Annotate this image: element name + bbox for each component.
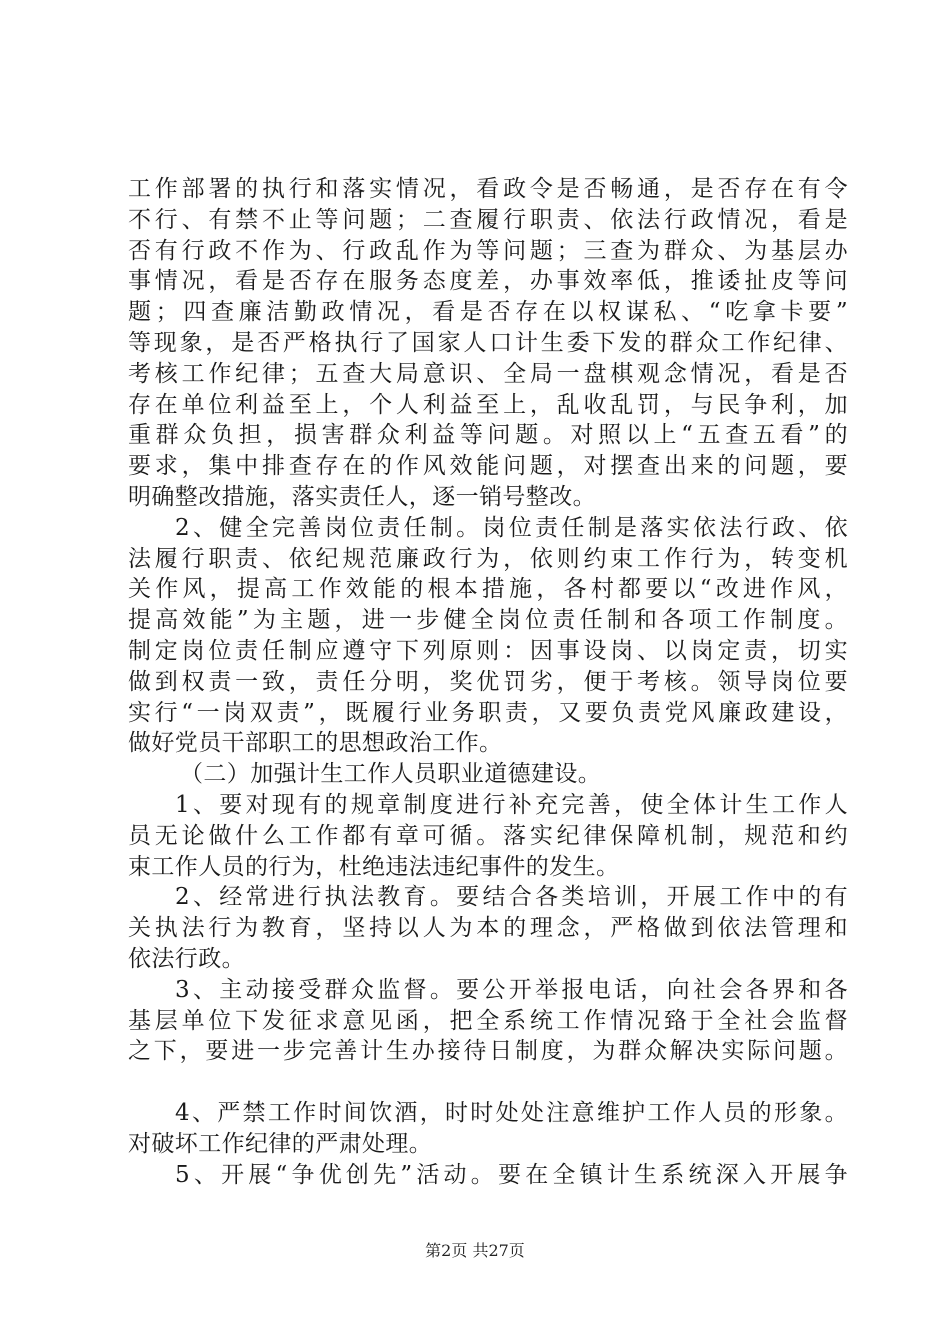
text-line: 实行“一岗双责”，既履行业务职责，又要负责党风廉政建设， <box>128 699 848 726</box>
blank-line <box>128 1067 848 1098</box>
text-line: 工作部署的执行和落实情况，看政令是否畅通，是否存在有令 <box>128 176 848 202</box>
paragraph-start: 2、健全完善岗位责任制。岗位责任制是落实依法行政、依 <box>175 514 848 541</box>
text-line: 对破坏工作纪律的严肃处理。 <box>128 1130 433 1157</box>
text-line: 之下，要进一步完善计生办接待日制度，为群众解决实际问题。 <box>128 1038 848 1065</box>
text-line: 做到权责一致，责任分明，奖优罚劣，便于考核。领导岗位要 <box>128 668 848 695</box>
text-line: 做好党员干部职工的思想政治工作。 <box>128 730 503 757</box>
paragraph-start: 3、主动接受群众监督。要公开举报电话，向社会各界和各 <box>175 976 848 1003</box>
paragraph-start: 1、要对现有的规章制度进行补充完善，使全体计生工作人 <box>175 791 848 818</box>
body-text <box>128 174 848 1190</box>
text-line: 事情况，看是否存在服务态度差，办事效率低，推诿扯皮等问 <box>128 268 848 295</box>
text-line: 等现象，是否严格执行了国家人口计生委下发的群众工作纪律、 <box>128 329 848 356</box>
text-line: 重群众负担，损害群众利益等问题。对照以上“五查五看”的 <box>128 422 848 449</box>
paragraph-start: 5、开展“争优创先”活动。要在全镇计生系统深入开展争 <box>175 1161 848 1188</box>
text-line: 题；四查廉洁勤政情况，看是否存在以权谋私、“吃拿卡要” <box>128 299 848 326</box>
text-line: 否有行政不作为、行政乱作为等问题；三查为群众、为基层办 <box>128 237 848 264</box>
text-line: 明确整改措施，落实责任人，逐一销号整改。 <box>128 483 596 510</box>
section-heading: （二）加强计生工作人员职业道德建设。 <box>180 761 602 788</box>
text-line: 基层单位下发征求意见函，把全系统工作情况臵于全社会监督 <box>128 1007 848 1034</box>
page-footer: 第2页 共27页 <box>425 1241 525 1260</box>
text-line: 要求，集中排查存在的作风效能问题，对摆查出来的问题，要 <box>128 453 848 480</box>
text-line: 关作风，提高工作效能的根本措施，各村都要以“改进作风， <box>128 576 848 603</box>
text-line: 不行、有禁不止等问题；二查履行职责、依法行政情况，看是 <box>128 206 848 233</box>
text-line: 关执法行为教育，坚持以人为本的理念，严格做到依法管理和 <box>128 915 848 942</box>
text-line: 提高效能”为主题，进一步健全岗位责任制和各项工作制度。 <box>128 607 848 634</box>
text-line: 依法行政。 <box>128 945 245 972</box>
text-line: 员无论做什么工作都有章可循。落实纪律保障机制，规范和约 <box>128 822 848 849</box>
paragraph-start: 4、严禁工作时间饮酒，时时处处注意维护工作人员的形象。 <box>175 1099 848 1126</box>
text-line: 存在单位利益至上，个人利益至上，乱收乱罚，与民争利，加 <box>128 391 848 418</box>
text-line: 制定岗位责任制应遵守下列原则：因事设岗、以岗定责，切实 <box>128 637 848 664</box>
text-line: 法履行职责、依纪规范廉政行为，依则约束工作行为，转变机 <box>128 545 848 572</box>
text-line: 束工作人员的行为，杜绝违法违纪事件的发生。 <box>128 853 620 880</box>
text-line: 考核工作纪律；五查大局意识、全局一盘棋观念情况，看是否 <box>128 360 848 387</box>
paragraph-start: 2、经常进行执法教育。要结合各类培训，开展工作中的有 <box>175 884 848 911</box>
